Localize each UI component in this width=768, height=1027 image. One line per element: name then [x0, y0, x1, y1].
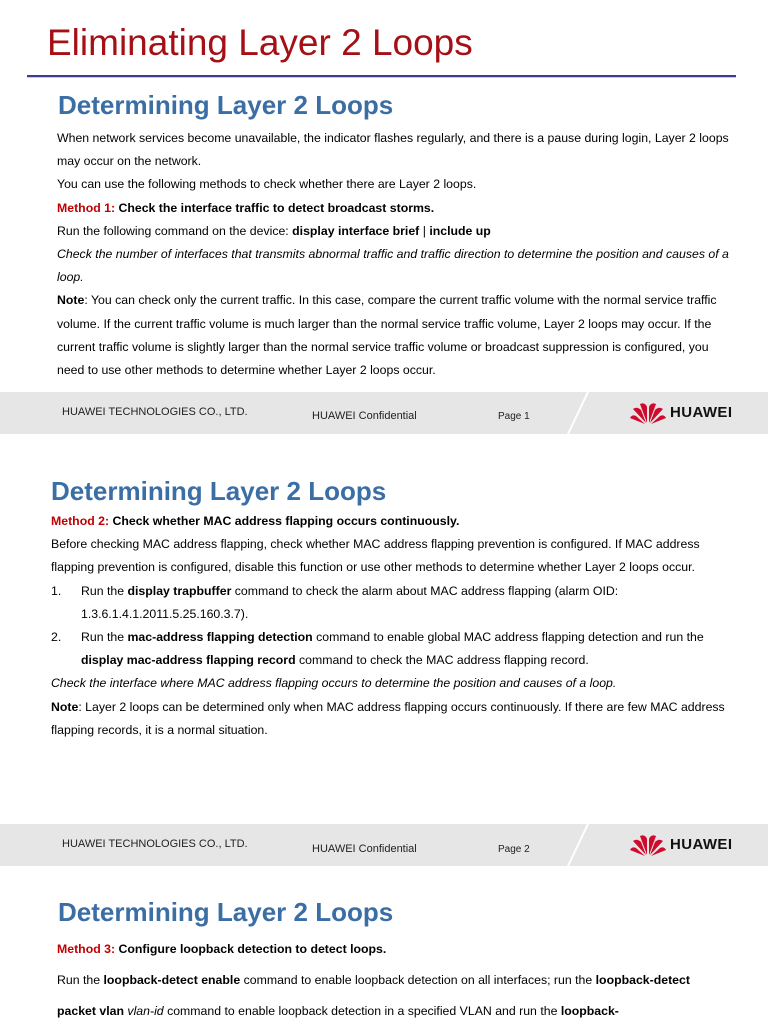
list-item-text	[51, 580, 731, 626]
footer-slash-decoration	[560, 392, 590, 434]
run-command-line	[57, 220, 729, 243]
footer	[0, 392, 768, 434]
command-text: mac-address flapping detection	[127, 630, 313, 645]
logo-wordmark: HUAWEI	[670, 836, 733, 853]
run-command-paragraph	[57, 965, 729, 1027]
footer-confidential: HUAWEI Confidential	[312, 843, 417, 855]
note-label: Note	[57, 293, 85, 308]
list-item	[51, 626, 731, 672]
method-label: Method 2:	[51, 514, 110, 528]
list-number: 1.	[51, 583, 62, 598]
slide-heading-1: Determining Layer 2 Loops	[58, 90, 394, 120]
method-2-line	[51, 510, 731, 533]
method-text: Check the interface traffic to detect broadcast storms.	[115, 200, 435, 215]
command-text: loopback-	[560, 1004, 619, 1019]
run-text: command to enable loopback detection in a specified VLAN and run the	[163, 1004, 561, 1019]
huawei-flower-icon	[630, 833, 666, 857]
huawei-logo	[630, 401, 745, 425]
footer-page-number: Page 1	[498, 411, 530, 422]
logo-wordmark: HUAWEI	[670, 404, 733, 421]
step-text: Run the	[81, 630, 128, 645]
note-paragraph	[57, 289, 729, 382]
run-prefix: Run the following command on the device:	[57, 223, 293, 238]
list-item-text	[51, 626, 731, 672]
command-text: display trapbuffer	[127, 583, 232, 598]
command-text: loopback-detect packet vlan	[57, 973, 690, 1019]
main-title: Eliminating Layer 2 Loops	[47, 22, 473, 63]
method-label: Method 3:	[57, 942, 116, 956]
method-3-line	[57, 938, 729, 961]
command-text: display interface brief	[292, 223, 420, 238]
run-text: Run the	[57, 973, 104, 988]
intro-paragraph: When network services become unavailable, the indicator flashes regularly, and there is a pause during login, Layer 2 loops may occur on the network.	[57, 131, 729, 169]
huawei-flower-icon	[630, 401, 666, 425]
method-text: Configure loopback detection to detect loops.	[115, 942, 387, 956]
run-text: command to enable loopback detection on all interfaces; run the	[240, 973, 596, 988]
footer-page-number: Page 2	[498, 844, 530, 855]
step-text: command to check the alarm about MAC address flapping (alarm OID: 1.3.6.1.4.1.2011.5.25.160.3.7).	[81, 583, 619, 621]
method-text: Check whether MAC address flapping occurs continuously.	[109, 514, 460, 528]
note-text: : Layer 2 loops can be determined only when MAC address flapping occurs continuously. If there are few MAC address flapping records, it is a normal situation.	[51, 699, 725, 737]
italic-note: Check the interface where MAC address flapping occurs to determine the position and causes of a loop.	[51, 676, 617, 691]
footer-slash-decoration	[560, 824, 590, 866]
slide-heading-2: Determining Layer 2 Loops	[51, 476, 387, 506]
list-item	[51, 580, 731, 626]
slide-2-body	[51, 510, 731, 742]
footer-company: HUAWEI TECHNOLOGIES CO., LTD.	[62, 406, 248, 418]
command-argument: vlan-id	[124, 1004, 164, 1019]
intro-paragraph: Before checking MAC address flapping, check whether MAC address flapping prevention is configured. If MAC address flapping prevention is configured, disable this function or use other methods to determine whether Layer 2 loops occur.	[51, 537, 700, 575]
note-paragraph	[51, 696, 731, 742]
method-label: Method 1:	[57, 200, 116, 215]
slide-3-body	[57, 938, 729, 1027]
method-1-line	[57, 197, 729, 220]
huawei-logo	[630, 833, 745, 857]
command-text: loopback-detect enable	[103, 973, 241, 988]
command-separator: |	[419, 223, 430, 238]
step-text: command to enable global MAC address flapping detection and run the	[312, 630, 704, 645]
list-number: 2.	[51, 630, 62, 645]
command-text: include up	[429, 223, 491, 238]
methods-intro: You can use the following methods to check whether there are Layer 2 loops.	[57, 177, 477, 192]
note-label: Note	[51, 699, 79, 714]
italic-note: Check the number of interfaces that transmits abnormal traffic and traffic direction to determine the position and causes of a loop.	[57, 247, 729, 285]
footer-confidential: HUAWEI Confidential	[312, 410, 417, 422]
footer-company: HUAWEI TECHNOLOGIES CO., LTD.	[62, 838, 248, 850]
step-text: Run the	[81, 583, 128, 598]
command-text: display mac-address flapping record	[81, 653, 296, 668]
slide-1-body	[57, 127, 729, 382]
title-divider	[27, 75, 736, 77]
note-text: : You can check only the current traffic. In this case, compare the current traffic volume with the normal service traffic volume. If the current traffic volume is much larger than the normal service traffic volume, Layer 2 loops may occur. If the current traffic volume is slightly larger than the normal service traffic volume or broadcast suppression is configured, you need to use other methods to determine whether Layer 2 loops occur.	[57, 293, 717, 378]
step-text: command to check the MAC address flapping record.	[295, 653, 589, 668]
footer	[0, 824, 768, 866]
slide-heading-3: Determining Layer 2 Loops	[58, 897, 394, 927]
